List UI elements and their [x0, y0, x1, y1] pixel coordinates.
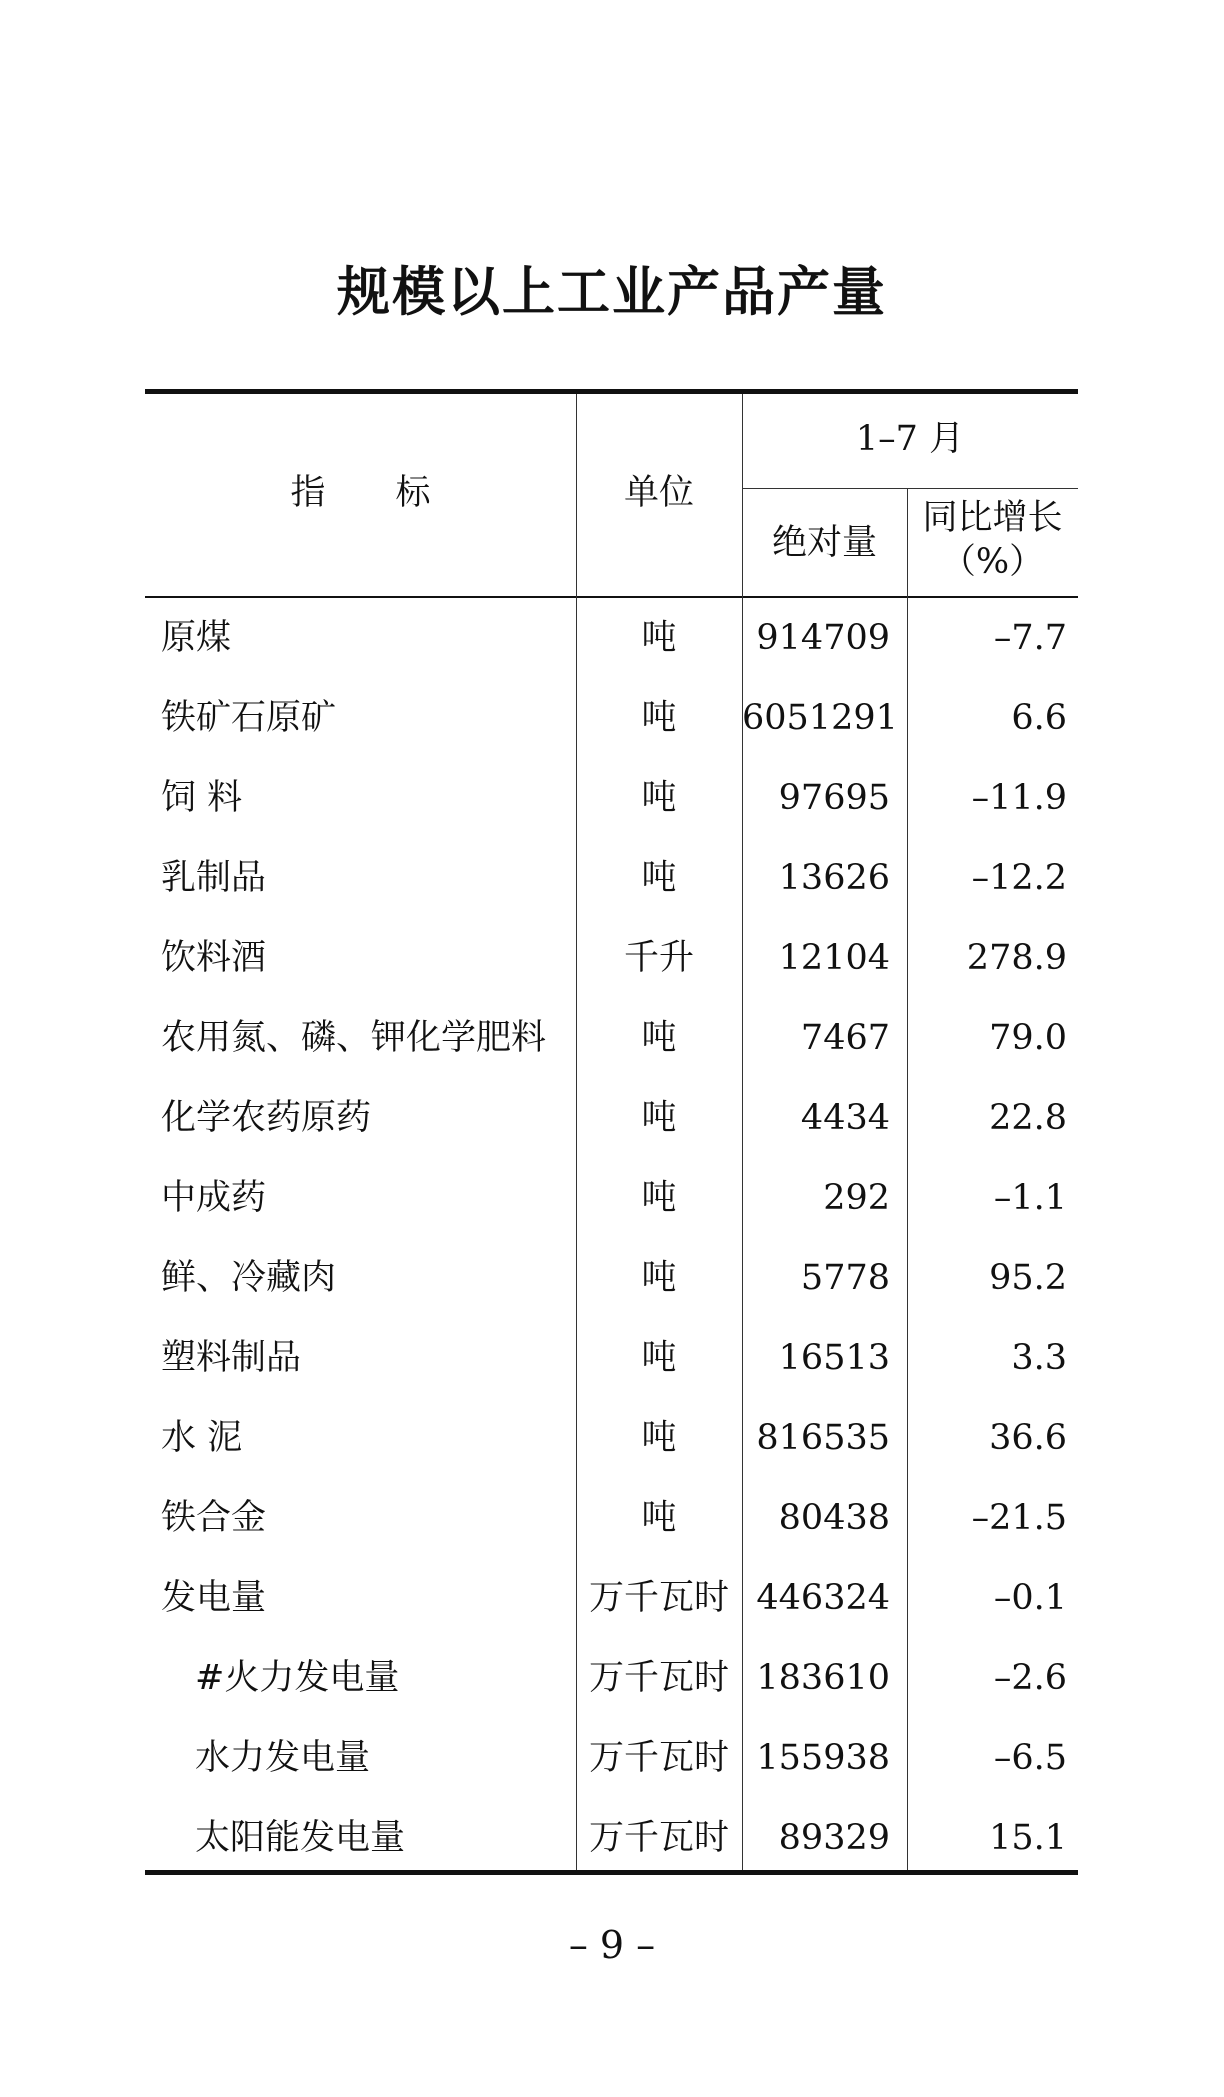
row-unit: 吨	[641, 1258, 677, 1298]
row-unit: 吨	[641, 1418, 677, 1458]
table-row	[145, 1558, 1078, 1638]
row-value: 6051291	[742, 698, 898, 738]
table-row	[145, 598, 1078, 678]
row-name: 原煤	[161, 618, 232, 658]
row-unit: 万千瓦时	[588, 1818, 729, 1858]
row-value: 914709	[756, 618, 890, 658]
row-yoy: –0.1	[993, 1578, 1067, 1618]
table-row	[145, 1398, 1078, 1478]
row-yoy: 22.8	[989, 1098, 1067, 1138]
row-value: 7467	[800, 1018, 890, 1058]
table-row	[145, 758, 1078, 838]
row-value: 16513	[778, 1338, 890, 1378]
header-yoy-line2: （%）	[940, 542, 1045, 582]
row-value: 183610	[756, 1658, 890, 1698]
row-unit: 吨	[641, 1498, 677, 1538]
row-name: 塑料制品	[161, 1338, 302, 1378]
row-name: 饮料酒	[161, 938, 267, 978]
table-row	[145, 678, 1078, 758]
table-row	[145, 1718, 1078, 1798]
row-unit: 吨	[641, 618, 677, 658]
row-name: 铁合金	[161, 1498, 267, 1538]
row-name: 鲜、冷藏肉	[161, 1258, 337, 1298]
production-table	[145, 389, 1078, 1875]
row-name: 农用氮、磷、钾化学肥料	[161, 1018, 547, 1058]
row-value: 13626	[778, 858, 890, 898]
row-value: 5778	[800, 1258, 890, 1298]
table-row	[145, 1238, 1078, 1318]
table-row	[145, 1158, 1078, 1238]
row-unit: 万千瓦时	[588, 1578, 729, 1618]
row-value: 80438	[778, 1498, 890, 1538]
row-unit: 吨	[641, 1018, 677, 1058]
table-row	[145, 1798, 1078, 1878]
row-yoy: 15.1	[989, 1818, 1067, 1858]
header-yoy-line1: 同比增长	[922, 498, 1063, 538]
row-yoy: –11.9	[971, 778, 1067, 818]
row-unit: 吨	[641, 1178, 677, 1218]
table-row	[145, 1638, 1078, 1718]
row-value: 816535	[756, 1418, 890, 1458]
row-name: 太阳能发电量	[195, 1818, 406, 1858]
page-title: 规模以上工业产品产量	[337, 262, 887, 323]
row-name: 中成药	[161, 1178, 267, 1218]
row-name: #火力发电量	[195, 1658, 400, 1698]
row-yoy: –21.5	[971, 1498, 1067, 1538]
header-period: 1–7 月	[855, 419, 965, 459]
row-value: 292	[823, 1178, 890, 1218]
row-unit: 千升	[623, 938, 694, 978]
table-row	[145, 1478, 1078, 1558]
row-value: 446324	[756, 1578, 890, 1618]
row-yoy: –7.7	[993, 618, 1067, 658]
page-number: – 9 –	[568, 1923, 656, 1967]
row-yoy: –12.2	[971, 858, 1067, 898]
row-value: 12104	[778, 938, 890, 978]
row-unit: 吨	[641, 698, 677, 738]
row-name: 铁矿石原矿	[161, 698, 337, 738]
header-unit: 单位	[623, 473, 694, 513]
row-name: 乳制品	[161, 858, 267, 898]
row-value: 97695	[778, 778, 890, 818]
row-unit: 吨	[641, 1098, 677, 1138]
row-yoy: 79.0	[989, 1018, 1067, 1058]
header-yoy	[907, 496, 1078, 584]
table-row	[145, 1318, 1078, 1398]
row-name: 饲 料	[161, 778, 243, 818]
header-indicator: 指 标	[290, 473, 431, 513]
row-name: 化学农药原药	[161, 1098, 372, 1138]
header-absolute: 绝对量	[771, 523, 877, 563]
row-value: 155938	[756, 1738, 890, 1778]
row-unit: 吨	[641, 1338, 677, 1378]
row-unit: 吨	[641, 778, 677, 818]
row-unit: 万千瓦时	[588, 1658, 729, 1698]
row-yoy: 3.3	[1011, 1338, 1067, 1378]
row-unit: 吨	[641, 858, 677, 898]
table-row	[145, 838, 1078, 918]
row-value: 4434	[800, 1098, 890, 1138]
row-yoy: 36.6	[989, 1418, 1067, 1458]
row-yoy: –1.1	[993, 1178, 1067, 1218]
table-row	[145, 1078, 1078, 1158]
table-row	[145, 918, 1078, 998]
row-yoy: 95.2	[989, 1258, 1067, 1298]
table-row	[145, 998, 1078, 1078]
row-yoy: 6.6	[1011, 698, 1067, 738]
row-yoy: 278.9	[966, 938, 1067, 978]
row-name: 水力发电量	[195, 1738, 371, 1778]
row-unit: 万千瓦时	[588, 1738, 729, 1778]
row-value: 89329	[778, 1818, 890, 1858]
row-name: 水 泥	[161, 1418, 243, 1458]
row-yoy: –2.6	[993, 1658, 1067, 1698]
row-yoy: –6.5	[993, 1738, 1067, 1778]
row-name: 发电量	[161, 1578, 267, 1618]
header-sub-rule	[742, 488, 1078, 489]
table-top-rule	[145, 389, 1078, 394]
